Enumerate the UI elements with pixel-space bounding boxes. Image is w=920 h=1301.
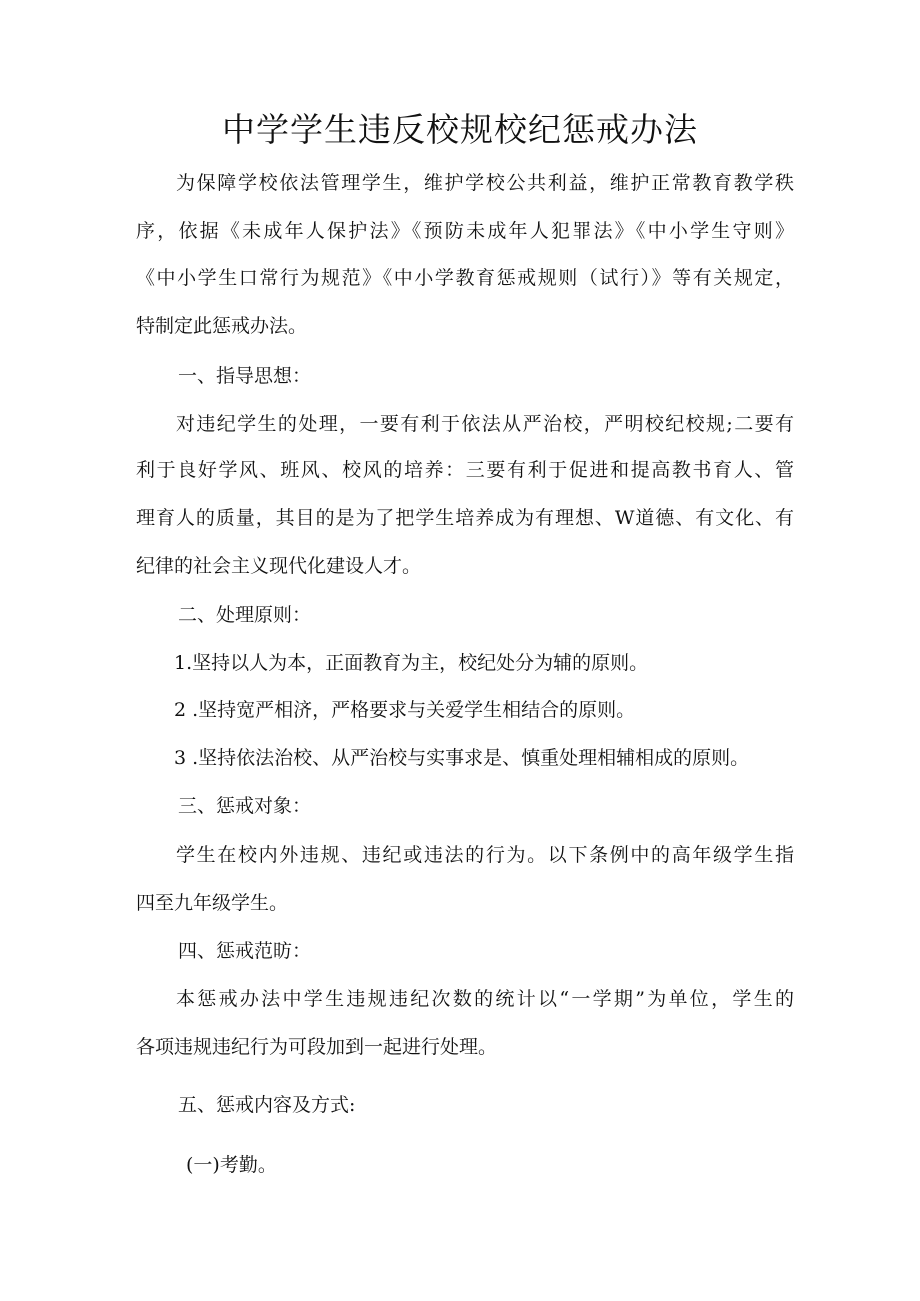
section-4-heading: 四、惩戒范昉：	[178, 940, 312, 962]
principle-item-1: 1.坚持以人为本，正面教育为主，校纪处分为辅的原则。	[174, 652, 649, 674]
document-title: 中学学生违反校规校纪惩戒办法	[222, 110, 698, 149]
section-3-line-1: 学生在校内外违规、违纪或违法的行为。以下条例中的高年级学生指	[176, 844, 794, 866]
section-5-heading: 五、惩戒内容及方式:	[178, 1094, 356, 1116]
section-2-heading: 二、处理原则：	[178, 604, 312, 626]
section-3-heading: 三、惩戒对象：	[178, 795, 312, 817]
section-1-line-3: 理育人的质量，其目的是为了把学生培养成为有理想、W道德、有文化、有	[136, 507, 794, 529]
section-4-line-1: 本惩戒办法中学生违规违纪次数的统计以“一学期”为单位，学生的	[176, 988, 794, 1010]
section-5-subheading: (一)考勤。	[186, 1154, 277, 1176]
section-1-heading: 一、指导思想：	[178, 365, 312, 387]
section-3-line-2: 四至九年级学生。	[136, 892, 289, 914]
section-1-line-1: 对违纪学生的处理，一要有利于依法从严治校，严明校纪校规;二要有	[176, 413, 794, 435]
principle-item-3: 3 .坚持依法治校、从严治校与实事求是、慎重处理相辅相成的原则。	[174, 747, 750, 769]
intro-line-3: 《中小学生口常行为规范》《中小学教育惩戒规则（试行）》等有关规定，	[136, 267, 794, 289]
intro-line-2: 序，依据《未成年人保护法》《预防未成年人犯罪法》《中小学生守则》	[136, 220, 794, 242]
principle-item-2: 2 .坚持宽严相济，严格要求与关爱学生相结合的原则。	[174, 699, 636, 721]
section-1-line-2: 利于良好学风、班风、校风的培养：三要有利于促进和提高教书育人、管	[136, 459, 794, 481]
intro-line-4: 特制定此惩戒办法。	[136, 315, 308, 337]
section-4-line-2: 各项违规违纪行为可段加到一起进行处理。	[136, 1036, 498, 1058]
section-1-line-4: 纪律的社会主义现代化建设人才。	[136, 555, 422, 577]
intro-line-1: 为保障学校依法管理学生，维护学校公共利益，维护正常教育教学秩	[176, 172, 794, 194]
